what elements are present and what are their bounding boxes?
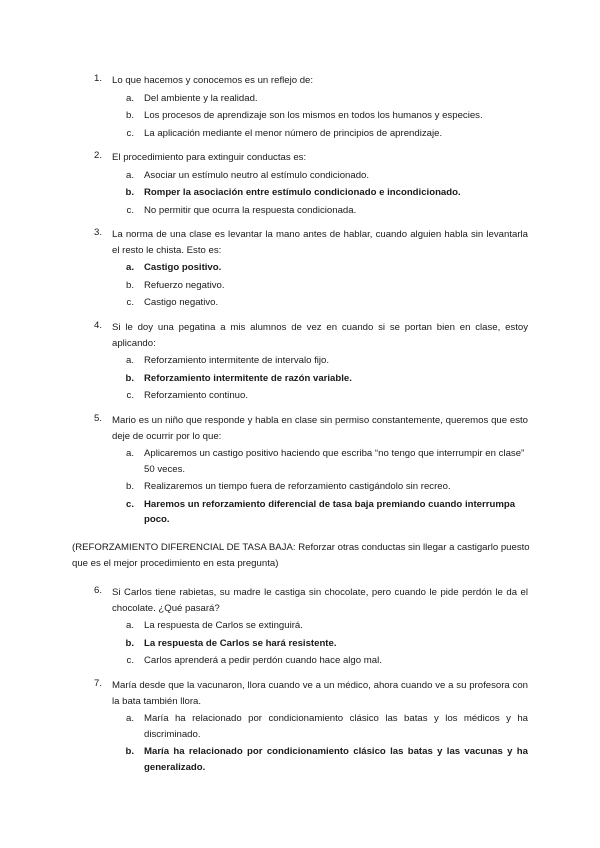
options-list (112, 260, 528, 311)
option-letter: a. (125, 713, 134, 724)
question-2 (80, 150, 528, 220)
question-number: 2. (93, 150, 102, 161)
question-number: 7. (93, 678, 102, 689)
option-text: Castigo positivo. (144, 262, 222, 273)
option-letter: b. (125, 110, 134, 121)
question-text: El procedimiento para extinguir conductas es: (112, 152, 307, 163)
option-text: Reforzamiento intermitente de razón variable. (144, 372, 352, 384)
option-letter: a. (125, 355, 134, 366)
option-b-correct (112, 185, 528, 201)
option-a (112, 711, 528, 742)
option-text: No permitir que ocurra la respuesta condicionada. (144, 204, 357, 216)
question-3 (80, 227, 528, 313)
question-number: 4. (93, 320, 102, 331)
option-letter: b. (125, 746, 134, 757)
question-1 (80, 73, 528, 143)
option-text: La aplicación mediante el menor número de principios de aprendizaje. (144, 127, 443, 139)
option-c (112, 126, 528, 142)
option-c (112, 388, 528, 404)
option-a (112, 353, 528, 369)
option-letter: c. (126, 297, 134, 308)
question-4 (80, 320, 528, 406)
option-c (112, 653, 528, 669)
options-list (112, 91, 528, 142)
option-text: Los procesos de aprendizaje son los mismos en todos los humanos y especies. (144, 110, 483, 121)
option-letter: b. (125, 637, 134, 649)
question-text: María desde que la vacunaron, llora cuando ve a un médico, ahora cuando ve a su profesora con la bata también llora. (112, 680, 528, 707)
option-text: Castigo negativo. (144, 297, 219, 308)
option-text: La respuesta de Carlos se extinguirá. (144, 620, 303, 631)
option-text: Refuerzo negativo. (144, 279, 225, 291)
option-letter: a. (125, 448, 134, 459)
options-list (112, 168, 528, 219)
question-6 (80, 585, 528, 671)
option-text: Romper la asociación entre estímulo condicionado e incondicionado. (144, 187, 461, 198)
option-letter: a. (125, 620, 134, 631)
options-list (112, 618, 528, 669)
option-letter: a. (125, 169, 134, 181)
options-list (112, 353, 528, 404)
question-number: 5. (93, 413, 102, 424)
option-c (112, 203, 528, 219)
options-list (112, 446, 528, 528)
option-b (112, 108, 528, 124)
answer-note: (REFORZAMIENTO DIFERENCIAL DE TASA BAJA: Reforzar otras conductas sin llegar a castigarlo puesto que es el mejor procedimiento en esta pregunta) (72, 542, 530, 569)
question-number: 6. (93, 585, 102, 596)
question-text: Si le doy una pegatina a mis alumnos de vez en cuando si se portan bien en clase, estoy aplicando: (112, 322, 528, 349)
question-text: La norma de una clase es levantar la mano antes de hablar, cuando alguien habla sin levantarla el resto le chista. Esto es: (112, 229, 528, 256)
option-a-correct (112, 260, 528, 276)
option-a (112, 91, 528, 107)
question-number: 1. (93, 73, 102, 84)
option-b-correct (112, 744, 528, 775)
option-letter: c. (126, 127, 134, 139)
option-letter: b. (125, 187, 134, 198)
question-number: 3. (93, 227, 102, 238)
option-a (112, 618, 528, 634)
option-text: Realizaremos un tiempo fuera de reforzamiento castigándolo sin recreo. (144, 481, 451, 492)
option-letter: a. (125, 92, 134, 104)
option-b-correct (112, 371, 528, 387)
option-letter: b. (125, 279, 134, 291)
option-letter: c. (126, 204, 134, 216)
question-text: Lo que hacemos y conocemos es un reflejo de: (112, 75, 314, 86)
option-text: María ha relacionado por condicionamiento clásico las batas y los médicos y ha discriminado. (144, 713, 528, 740)
option-letter: b. (125, 481, 134, 492)
option-text: Asociar un estímulo neutro al estímulo condicionado. (144, 169, 370, 181)
option-text: Carlos aprenderá a pedir perdón cuando hace algo mal. (144, 655, 382, 666)
option-text: Reforzamiento continuo. (144, 390, 248, 401)
option-text: La respuesta de Carlos se hará resistente. (144, 637, 337, 649)
question-text: Si Carlos tiene rabietas, su madre le castiga sin chocolate, pero cuando le pide perdón le da el chocolate. ¿Qué pasará? (112, 587, 528, 614)
option-a (112, 168, 528, 184)
option-b (112, 479, 528, 495)
options-list (112, 711, 528, 775)
option-letter: c. (126, 655, 134, 666)
option-letter: b. (125, 372, 134, 384)
option-text: Reforzamiento intermitente de intervalo fijo. (144, 355, 330, 366)
option-b (112, 278, 528, 294)
option-text: Del ambiente y la realidad. (144, 92, 258, 104)
question-5 (80, 413, 528, 530)
option-c-correct (112, 497, 528, 528)
option-text: María ha relacionado por condicionamiento clásico las batas y las vacunas y ha generalizado. (144, 746, 528, 773)
option-letter: a. (125, 262, 134, 273)
option-text: Aplicaremos un castigo positivo haciendo que escriba “no tengo que interrumpir en clase” 50 veces. (144, 448, 525, 475)
option-letter: c. (125, 498, 134, 510)
option-b-correct (112, 636, 528, 652)
option-c (112, 295, 528, 311)
question-7 (80, 678, 528, 777)
option-text: Haremos un reforzamiento diferencial de tasa baja premiando cuando interrumpa poco. (144, 498, 516, 525)
option-a (112, 446, 528, 477)
question-text: Mario es un niño que responde y habla en clase sin permiso constantemente, queremos que esto deje de ocurrir por lo que: (112, 415, 528, 442)
option-letter: c. (126, 390, 134, 401)
